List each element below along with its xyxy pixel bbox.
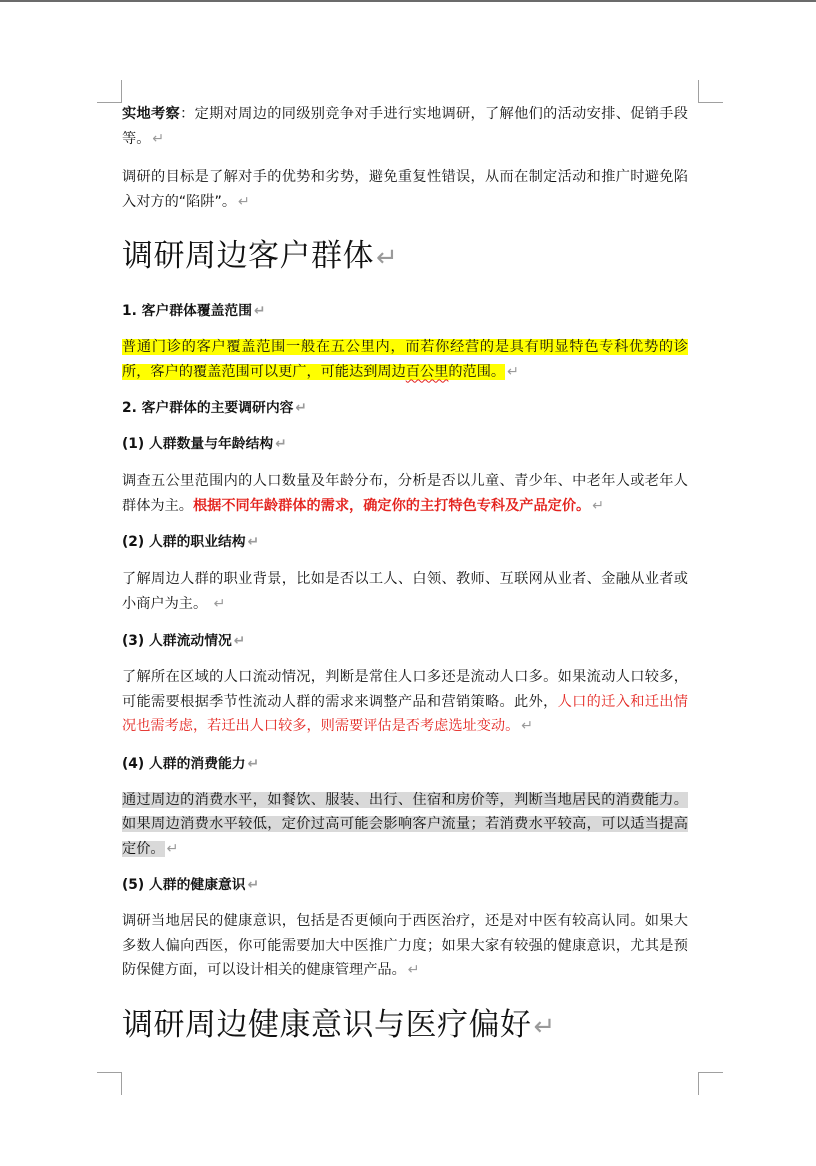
age-structure-text: 调查五公里范围内的人口数量及年龄分布，分析是否以儿童、青少年、中老年人或老年人群体为主。 — [122, 473, 688, 514]
occupation-text: 了解周边人群的职业背景，比如是否以工人、白领、教师、互联网从业者、金融从业者或小商户为主。 — [122, 571, 688, 612]
window-top-border — [0, 0, 816, 2]
section-coverage-title[interactable] — [122, 300, 688, 322]
mobility-text: 了解所在区域的人口流动情况，判断是常住人口多还是流动人口多。如果流动人口较多，可能需要根据季节性流动人群的需求来调整产品和营销策略。此外， — [122, 669, 688, 710]
heading-customer-groups[interactable] — [122, 236, 688, 278]
health-awareness-text: 调研当地居民的健康意识，包括是否更倾向于西医治疗，还是对中医有较高认同。如果大多数人偏向西医，你可能需要加大中医推广力度；如果大家有较强的健康意识，尤其是预防保健方面，可以设计相关的健康管理产品。 — [122, 913, 688, 978]
goal-paragraph[interactable] — [122, 165, 688, 214]
paragraph-mark-icon: ↵ — [233, 633, 246, 649]
heading-text: 调研周边健康意识与医疗偏好 — [122, 1006, 532, 1043]
sub-title-text: (1) 人群数量与年龄结构 — [122, 436, 274, 452]
occupation-paragraph[interactable] — [122, 567, 688, 616]
section-title-text: 1. 客户群体覆盖范围 — [122, 303, 253, 319]
page-corner-mark-bottom-left — [97, 1072, 122, 1095]
sub-title-text: (3) 人群流动情况 — [122, 633, 232, 649]
heading-text: 调研周边客户群体 — [122, 238, 374, 274]
sub-mobility-title[interactable] — [122, 630, 688, 652]
mobility-emphasis: 人口的迁入和迁出情况也需考虑，若迁出人口较多，则需要评估是否考虑选址变动。 — [122, 693, 688, 734]
page-corner-mark-top-left — [97, 80, 122, 103]
age-structure-paragraph[interactable] — [122, 469, 688, 518]
paragraph-mark-icon: ↵ — [247, 534, 260, 550]
paragraph-mark-icon: ↵ — [295, 400, 307, 416]
coverage-text-a: 普通门诊的客户覆盖范围一般在五公里内，而若你经营的是具有明显特色专科优势的诊所，客户的覆盖范围可以更广，可能达到周边 — [122, 339, 688, 380]
highlighted-text — [122, 339, 688, 380]
sub-spending-title[interactable] — [122, 753, 688, 775]
paragraph-mark-icon: ↵ — [166, 840, 179, 857]
paragraph-mark-icon: ↵ — [376, 243, 399, 273]
sub-title-text: (4) 人群的消费能力 — [122, 755, 246, 772]
coverage-paragraph[interactable] — [122, 335, 688, 384]
sub-occupation-title[interactable] — [122, 531, 688, 553]
health-awareness-paragraph[interactable] — [122, 909, 688, 983]
sub-title-text: (2) 人群的职业结构 — [122, 534, 246, 550]
section-title-text: 2. 客户群体的主要调研内容 — [122, 400, 294, 416]
sub-title-text: (5) 人群的健康意识 — [122, 877, 246, 893]
paragraph-mark-icon: ↵ — [533, 1011, 556, 1042]
paragraph-mark-icon: ↵ — [238, 193, 250, 210]
coverage-text-b: 的范围。 — [448, 363, 506, 380]
section-survey-content-title[interactable] — [122, 397, 688, 419]
field-survey-label: 实地考察 — [122, 106, 181, 122]
spending-text: 通过周边的消费水平，如餐饮、服装、出行、住宿和房价等，判断当地居民的消费能力。如果周边消费水平较低，定价过高可能会影响客户流量；若消费水平较高，可以适当提高定价。 — [122, 791, 688, 857]
paragraph-mark-icon: ↵ — [592, 497, 605, 514]
spending-paragraph[interactable] — [122, 788, 688, 862]
paragraph-mark-icon: ↵ — [213, 595, 226, 612]
paragraph-mark-icon: ↵ — [407, 962, 420, 978]
field-survey-paragraph[interactable] — [122, 102, 688, 151]
mobility-paragraph[interactable] — [122, 665, 688, 739]
page-corner-mark-bottom-right — [698, 1072, 723, 1095]
sub-age-structure-title[interactable] — [122, 433, 688, 455]
paragraph-mark-icon: ↵ — [521, 718, 534, 734]
field-survey-text: ：定期对周边的同级别竞争对手进行实地调研，了解他们的活动安排、促销手段等。 — [122, 106, 688, 147]
goal-text: 调研的目标是了解对手的优势和劣势，避免重复性错误，从而在制定活动和推广时避免陷入对方的“陷阱”。 — [122, 169, 688, 210]
paragraph-mark-icon: ↵ — [275, 436, 287, 452]
heading-health-preferences[interactable] — [122, 1005, 688, 1047]
paragraph-mark-icon: ↵ — [247, 755, 260, 772]
spellcheck-flagged-word[interactable]: 百公里 — [405, 363, 449, 380]
document-page[interactable] — [122, 102, 688, 1047]
paragraph-mark-icon: ↵ — [507, 363, 519, 380]
paragraph-mark-icon: ↵ — [247, 877, 260, 893]
paragraph-mark-icon: ↵ — [152, 130, 165, 147]
page-corner-mark-top-right — [698, 80, 723, 103]
paragraph-mark-icon: ↵ — [254, 303, 266, 319]
sub-health-awareness-title[interactable] — [122, 874, 688, 896]
age-structure-emphasis: 根据不同年龄群体的需求，确定你的主打特色专科及产品定价。 — [192, 497, 591, 514]
